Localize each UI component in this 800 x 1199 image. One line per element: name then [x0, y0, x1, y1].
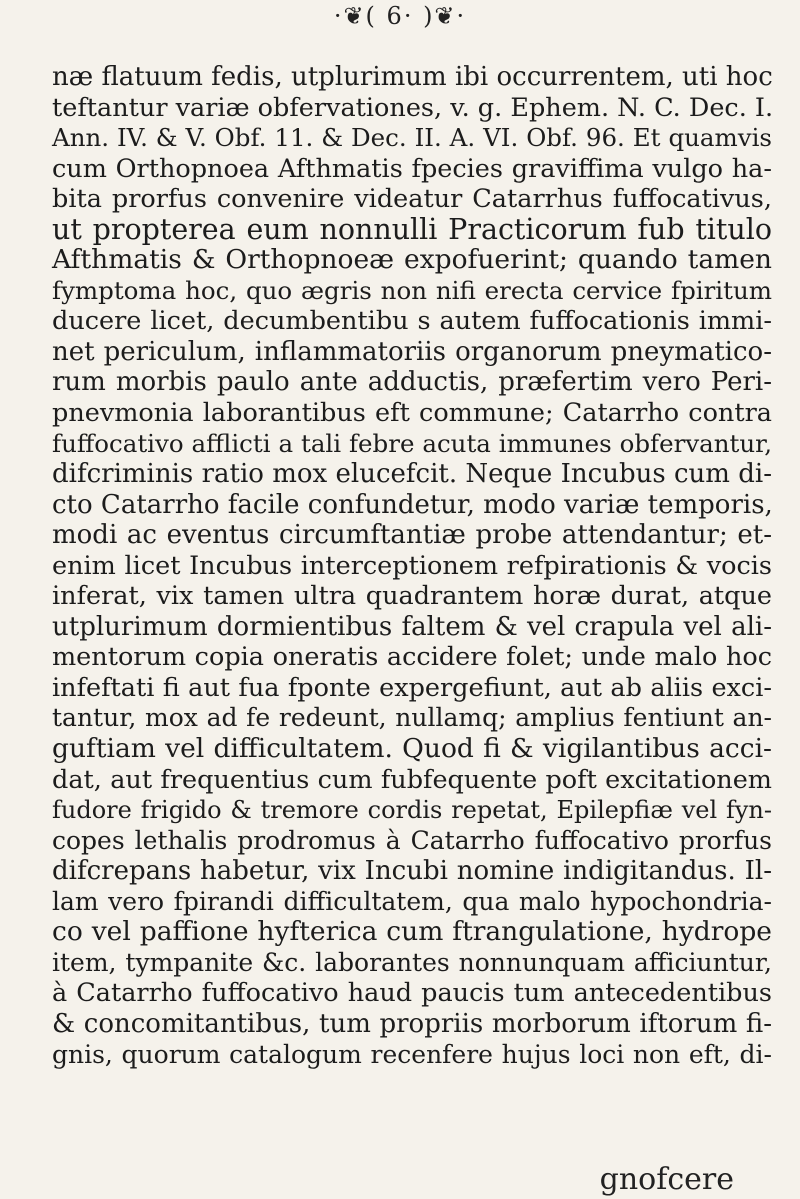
text-line: modi ac eventus circumftantiæ probe attendantur; et-: [52, 520, 772, 551]
text-line: bita prorfus convenire videatur Catarrhus fuffocativus,: [52, 184, 772, 215]
text-line: & concomitantibus, tum propriis morborum iftorum fi-: [52, 1008, 772, 1039]
text-line: Afthmatis & Orthopnoeæ expofuerint; quando tamen: [52, 244, 772, 276]
text-line: utplurimum dormientibus faltem & vel crapula vel ali-: [52, 611, 772, 642]
text-line: fymptoma hoc, quo ægris non nifi erecta cervice fpiritum: [52, 275, 772, 305]
text-line: net periculum, inflammatoriis organorum pneymatico-: [52, 336, 772, 367]
text-line: teftantur variæ obfervationes, v. g. Ephem. N. C. Dec. I.: [52, 92, 774, 123]
text-line: guftiam vel difficultatem. Quod fi & vigilantibus acci-: [52, 733, 772, 765]
text-line: tantur, mox ad fe redeunt, nullamq; amplius fentiunt an-: [52, 703, 772, 733]
text-line: lam vero fpirandi difficultatem, qua malo hypochondria-: [52, 886, 772, 916]
catchword: gnofcere: [599, 1162, 734, 1197]
text-line: enim licet Incubus interceptionem refpirationis & vocis: [52, 550, 772, 581]
text-line: mentorum copia oneratis accidere folet; unde malo hoc: [52, 642, 772, 673]
text-line: inferat, vix tamen ultra quadrantem horæ durat, atque: [52, 581, 772, 612]
text-line: copes lethalis prodromus à Catarrho fuffocativo prorfus: [52, 825, 772, 855]
text-line: rum morbis paulo ante adductis, præfertim vero Peri-: [52, 367, 772, 398]
text-line: cto Catarrho facile confundetur, modo variæ temporis,: [52, 489, 773, 520]
text-line: ducere licet, decumbentibu s autem fuffocationis immi-: [52, 306, 772, 337]
body-text: [52, 62, 772, 1070]
text-line: infeftati fi aut fua fponte expergefiunt, aut ab aliis exci-: [52, 672, 772, 703]
text-line: pnevmonia laborantibus eft commune; Catarrho contra: [52, 398, 772, 429]
text-line: ut propterea eum nonnulli Practicorum fub titulo: [52, 212, 772, 246]
text-line: gnis, quorum catalogum recenfere hujus loci non eft, di-: [52, 1039, 772, 1069]
text-line: difcrepans habetur, vix Incubi nomine indigitandus. Il-: [52, 856, 772, 887]
text-line: fuffocativo afflicti a tali febre acuta immunes obfervantur,: [52, 428, 772, 458]
text-line: fudore frigido & tremore cordis repetat, Epilepfiæ vel fyn-: [52, 796, 772, 825]
text-line: difcriminis ratio mox elucefcit. Neque Incubus cum di-: [52, 459, 772, 490]
text-line: Ann. IV. & V. Obf. 11. & Dec. II. A. VI. Obf. 96. Et quamvis: [52, 123, 772, 153]
text-line: næ flatuum fedis, utplurimum ibi occurrentem, uti hoc: [52, 62, 773, 92]
text-line: dat, aut frequentius cum fubfequente poft excitationem: [52, 764, 772, 795]
text-line: cum Orthopnoea Afthmatis fpecies graviffima vulgo ha-: [52, 153, 772, 184]
text-line: item, tympanite &c. laborantes nonnunquam afficiuntur,: [52, 947, 772, 977]
text-line: à Catarrho fuffocativo haud paucis tum antecedentibus: [52, 978, 772, 1009]
page-header: ·❦( 6· )❦·: [333, 2, 467, 30]
text-line: co vel paffione hyfterica cum ftrangulatione, hydrope: [52, 916, 772, 948]
